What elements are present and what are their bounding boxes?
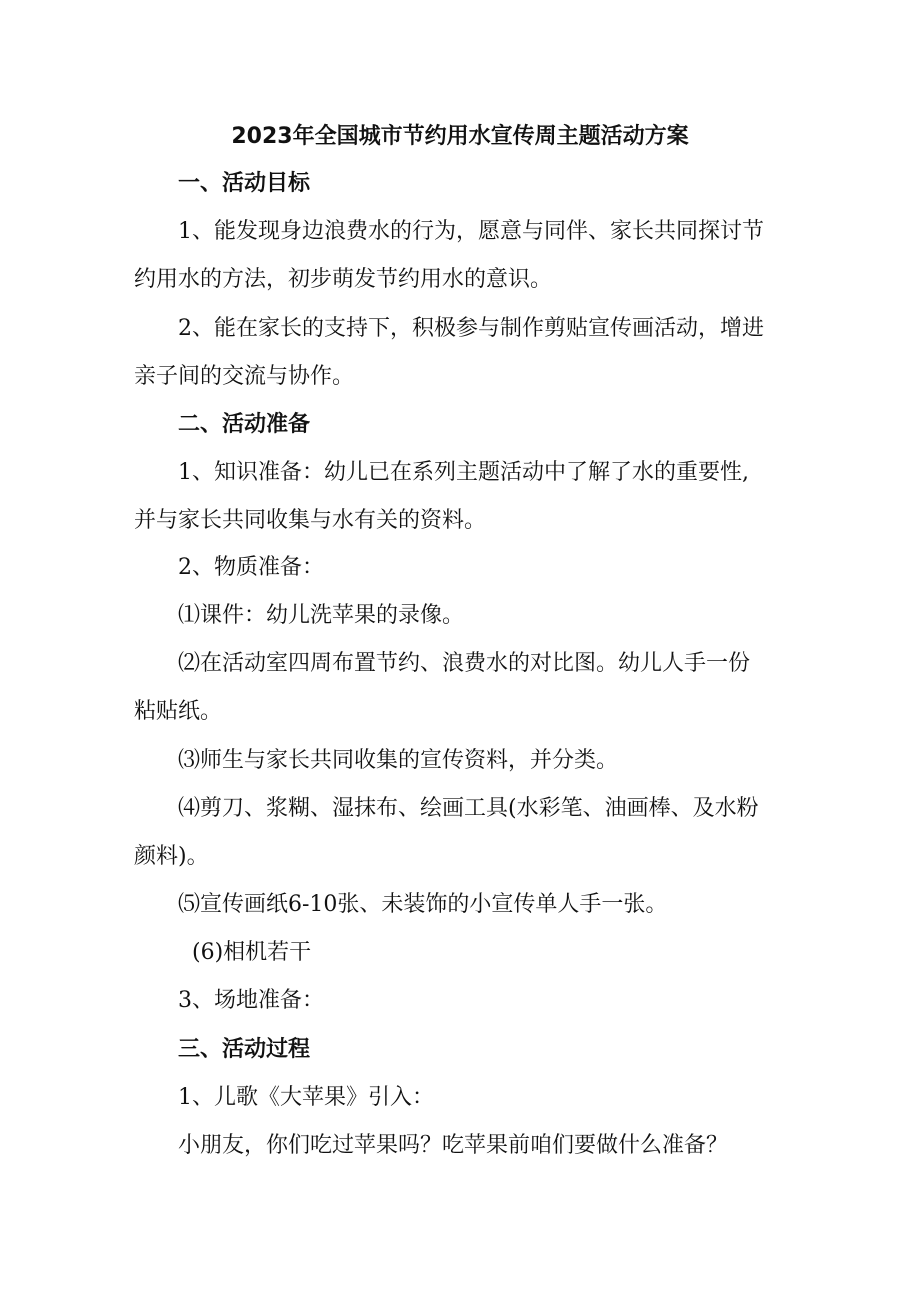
paragraph-goal-2: [134, 305, 794, 401]
paragraph-line: 粘贴纸。: [134, 699, 223, 724]
document-title: 2023年全国城市节约用水宣传周主题活动方案: [231, 124, 689, 149]
list-item-2: [134, 640, 794, 736]
paragraph-line: 颜料)。: [134, 844, 209, 869]
paragraph-line: 1、能发现身边浪费水的行为，愿意与同伴、家长共同探讨节: [178, 219, 764, 244]
section-heading-goals: 一、活动目标: [178, 171, 311, 196]
paragraph-line: 约用水的方法，初步萌发节约用水的意识。: [134, 267, 553, 292]
section-heading-preparation: 二、活动准备: [178, 412, 311, 437]
paragraph-line: 亲子间的交流与协作。: [134, 364, 355, 389]
list-item-6: (6)相机若干: [178, 940, 312, 965]
paragraph-venue-prep: 3、场地准备：: [178, 988, 324, 1013]
paragraph-line: 1、知识准备：幼儿已在系列主题活动中了解了水的重要性,: [178, 460, 749, 485]
list-item-1: ⑴课件：幼儿洗苹果的录像。: [178, 603, 465, 628]
paragraph-knowledge-prep: [134, 449, 794, 545]
paragraph-line: 并与家长共同收集与水有关的资料。: [134, 508, 487, 533]
paragraph-line: ⑷剪刀、浆糊、湿抹布、绘画工具(水彩笔、油画棒、及水粉: [178, 796, 759, 821]
list-item-4: [134, 785, 794, 881]
list-item-3: ⑶师生与家长共同收集的宣传资料，并分类。: [178, 748, 619, 773]
paragraph-process-question: 小朋友，你们吃过苹果吗？吃苹果前咱们要做什么准备？: [178, 1133, 729, 1158]
list-item-5: ⑸宣传画纸6-10张、未装饰的小宣传单人手一张。: [178, 892, 668, 917]
section-heading-process: 三、活动过程: [178, 1037, 311, 1062]
paragraph-material-prep: 2、物质准备：: [178, 555, 324, 580]
paragraph-line: 2、能在家长的支持下，积极参与制作剪贴宣传画活动，增进: [178, 316, 764, 341]
paragraph-goal-1: [134, 208, 794, 304]
paragraph-line: ⑵在活动室四周布置节约、浪费水的对比图。幼儿人手一份: [178, 651, 751, 676]
paragraph-process-1: 1、儿歌《大苹果》引入：: [178, 1085, 434, 1110]
